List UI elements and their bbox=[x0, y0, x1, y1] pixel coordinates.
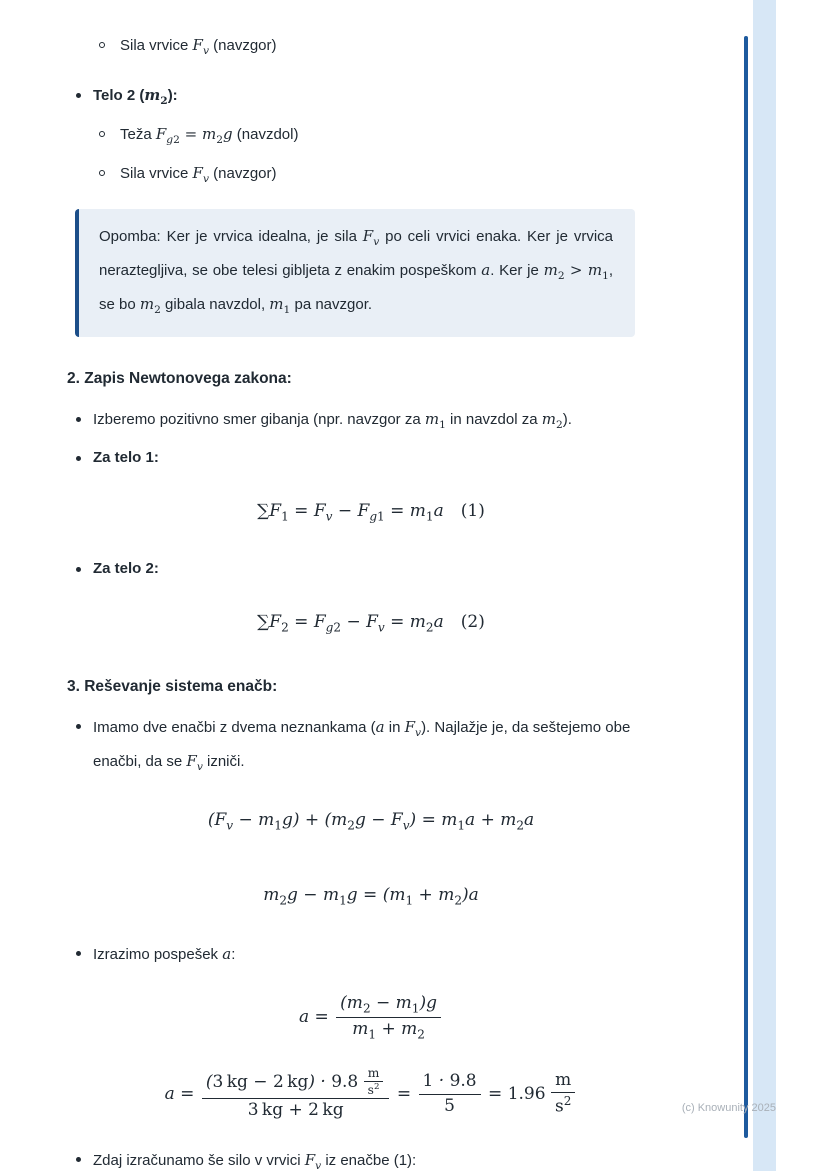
list-item-text: Za telo 1: bbox=[93, 449, 159, 466]
list-item-text: Izberemo pozitivno smer gibanja (npr. navzgor za $m_1$ in navzdol za $m_2$). bbox=[93, 410, 572, 431]
list-item-text: Sila vrvice $F_v$ (navzgor) bbox=[120, 164, 277, 185]
circle-bullet-icon bbox=[99, 42, 105, 48]
list-item-text: Za telo 2: bbox=[93, 560, 159, 578]
disc-bullet-icon bbox=[76, 567, 81, 572]
list-item-text: Sila vrvice $F_v$ (navzgor) bbox=[120, 36, 277, 57]
equation-sum: $(F_v - m_1g) + (m_2g - F_v) = m_1a + m_2a$ bbox=[207, 809, 535, 833]
list-item-text: Imamo dve enačbi z dvema neznankama (a in $F_v$). Najlažje je, da seštejemo obe enačbi, da se $F_v$ izniči. bbox=[93, 717, 631, 773]
equation-acceleration: a = $\frac{(m_2 - m_1)g}{m_1 + m_2}$ bbox=[67, 993, 639, 1043]
note-text: Opomba: Ker je vrvica idealna, je sila $F_v$ po celi vrvici enaka. Ker je vrvica neraztegljiva, se obe telesi gibljeta z enakim pospeškom a. Ker je $m_2 > m_1$, se bo $m_2$ gibala navzdol, $m_1$ pa navzgor. bbox=[99, 227, 614, 316]
disc-bullet-icon bbox=[76, 951, 81, 956]
list-item-body2 bbox=[67, 555, 639, 583]
list-item-body1 bbox=[67, 444, 639, 472]
list-item-text: Zdaj izračunamo še silo v vrvici $F_v$ iz enačbe (1): bbox=[93, 1150, 417, 1171]
document-content bbox=[67, 26, 639, 1171]
disc-bullet-icon bbox=[76, 93, 81, 98]
list-item-text: Teža $F_{g2} = m_2g$ (navzdol) bbox=[120, 125, 299, 146]
list-item-telo2 bbox=[67, 81, 639, 115]
equation-acceleration-values: a = (3 kg − 2 kg) · 9.8 $\frac{m}{s^2}$ 3 kg + 2 kg = $\frac{1 \cdot 9.8}{5}$ = 1.96 $\frac{m}{s^2}$ bbox=[67, 1067, 639, 1122]
list-item-system bbox=[67, 713, 639, 781]
vertical-accent-line bbox=[744, 36, 748, 1138]
equation-newton-body2: $\sum F_2 = F_{g2} - F_v = m_2a$ (2) bbox=[257, 612, 485, 635]
section-heading-solving: 3. Reševanje sistema enačb: bbox=[67, 677, 278, 695]
equation-newton-body1: $\sum F_1 = F_v - F_{g1} = m_1a$ (1) bbox=[257, 501, 485, 524]
circle-bullet-icon bbox=[99, 170, 105, 176]
list-item-text: Izrazimo pospešek a: bbox=[93, 944, 236, 963]
list-item-weight-2 bbox=[67, 120, 639, 154]
disc-bullet-icon bbox=[76, 456, 81, 461]
list-item-rope-force-2 bbox=[67, 159, 639, 193]
section-heading-newton: 2. Zapis Newtonovega zakona: bbox=[67, 370, 292, 387]
watermark-text: (c) Knowunity 2025 bbox=[681, 1102, 776, 1114]
disc-bullet-icon bbox=[76, 417, 81, 422]
list-item-rope-force-1 bbox=[67, 31, 639, 65]
note-callout bbox=[75, 209, 635, 337]
equation-reduced: $m_2g - m_1g = (m_1 + m_2)a$ bbox=[263, 885, 479, 908]
disc-bullet-icon bbox=[76, 724, 81, 729]
list-item-direction bbox=[67, 405, 639, 439]
disc-bullet-icon bbox=[76, 1157, 81, 1162]
list-item-rope-force-calc bbox=[67, 1146, 639, 1171]
side-scroll-strip bbox=[753, 0, 776, 1171]
list-item-text: Telo 2 $(m_2)$: bbox=[93, 86, 178, 107]
circle-bullet-icon bbox=[99, 131, 105, 137]
list-item-express-acceleration bbox=[67, 940, 639, 969]
